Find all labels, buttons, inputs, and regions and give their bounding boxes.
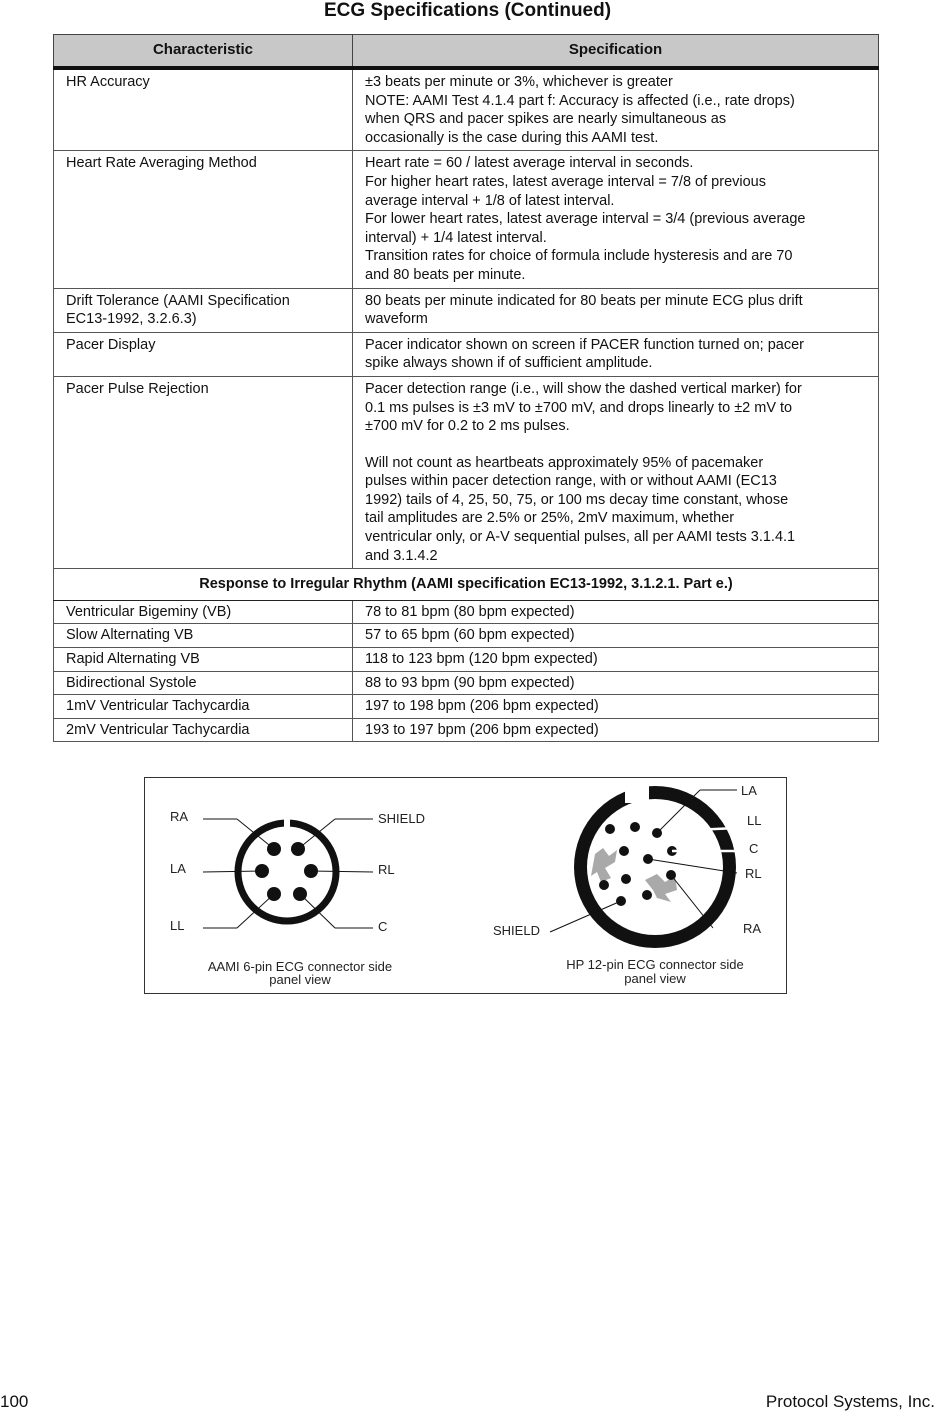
characteristic-cell bbox=[54, 68, 353, 151]
specification-text bbox=[365, 436, 866, 454]
specification-cell bbox=[353, 288, 879, 332]
specification-text: Pacer indicator shown on screen if PACER function turned on; pacer bbox=[365, 336, 804, 353]
rhythm-row bbox=[54, 624, 879, 648]
rhythm-spec: 118 to 123 bpm (120 bpm expected) bbox=[353, 648, 879, 672]
hp-caption-line2: panel view bbox=[624, 971, 686, 986]
specification-text: average interval + 1/8 of latest interval. bbox=[365, 192, 615, 209]
hp-label-c: C bbox=[749, 841, 759, 856]
hp-pin bbox=[605, 824, 615, 834]
section-title: Response to Irregular Rhythm (AAMI specification EC13-1992, 3.1.2.1. Part e.) bbox=[54, 569, 879, 601]
hp-label-ra: RA bbox=[743, 921, 762, 936]
table-header-row bbox=[54, 35, 879, 69]
characteristic-text: HR Accuracy bbox=[66, 74, 150, 90]
table-row bbox=[54, 151, 879, 288]
hp-connector-key bbox=[625, 785, 649, 803]
hp-caption-line1: HP 12-pin ECG connector side bbox=[566, 957, 744, 972]
aami-caption-line1: AAMI 6-pin ECG connector side bbox=[207, 959, 393, 974]
page-title: ECG Specifications (Continued) bbox=[323, 0, 612, 21]
characteristic-cell bbox=[54, 332, 353, 376]
column-header-characteristic: Characteristic bbox=[54, 35, 353, 69]
specification-cell bbox=[353, 151, 879, 288]
table-row bbox=[54, 288, 879, 332]
section-row bbox=[54, 569, 879, 601]
aami-label-la: LA bbox=[170, 861, 186, 876]
rhythm-spec: 78 to 81 bpm (80 bpm expected) bbox=[353, 600, 879, 624]
rhythm-row bbox=[54, 671, 879, 695]
rhythm-name: 2mV Ventricular Tachycardia bbox=[54, 718, 353, 742]
footer-company: Protocol Systems, Inc. bbox=[765, 1392, 935, 1411]
specification-text: Heart rate = 60 / latest average interval in seconds. bbox=[365, 155, 694, 172]
specification-text: interval) + 1/4 latest interval. bbox=[365, 229, 547, 246]
aami-connector-shell bbox=[238, 823, 336, 921]
specification-text: spike always shown if of sufficient amplitude. bbox=[365, 355, 653, 372]
specification-cell bbox=[353, 376, 879, 568]
rhythm-name: Ventricular Bigeminy (VB) bbox=[54, 600, 353, 624]
table-body bbox=[54, 68, 879, 742]
aami-label-rl: RL bbox=[378, 862, 395, 877]
specification-text: ventricular only, or A-V sequential pulses, all per AAMI tests 3.1.4.1 bbox=[365, 529, 796, 546]
specification-cell bbox=[353, 68, 879, 151]
hp-label-ll: LL bbox=[747, 813, 762, 828]
table-row bbox=[54, 332, 879, 376]
hp-pin bbox=[619, 846, 629, 856]
aami-leader-rl bbox=[311, 871, 373, 872]
specification-text: For lower heart rates, latest average interval = 3/4 (previous average bbox=[365, 211, 806, 228]
specification-text: when QRS and pacer spikes are nearly simultaneous as bbox=[365, 111, 727, 128]
specification-text: Pacer detection range (i.e., will show the dashed vertical marker) for bbox=[365, 380, 802, 397]
page-number: 100 bbox=[0, 1392, 29, 1411]
characteristic-text: EC13-1992, 3.2.6.3) bbox=[66, 311, 197, 328]
connector-diagrams bbox=[145, 778, 786, 993]
specification-cell bbox=[353, 332, 879, 376]
specification-text: occasionally is the case during this AAMI test. bbox=[365, 129, 659, 146]
hp-label-shield: SHIELD bbox=[493, 923, 540, 938]
specification-text: ±3 beats per minute or 3%, whichever is greater bbox=[365, 74, 673, 90]
rhythm-spec: 193 to 197 bpm (206 bpm expected) bbox=[353, 718, 879, 742]
table-row bbox=[54, 68, 879, 151]
characteristic-text: Pacer Display bbox=[66, 336, 156, 353]
specification-text: pulses within pacer detection range, with or without AAMI (EC13 bbox=[365, 473, 777, 490]
specification-text: waveform bbox=[365, 311, 428, 328]
specification-text: For higher heart rates, latest average interval = 7/8 of previous bbox=[365, 173, 766, 190]
column-header-specification: Specification bbox=[353, 35, 879, 69]
specification-text: 1992) tails of 4, 25, 50, 75, or 100 ms decay time constant, whose bbox=[365, 491, 789, 508]
aami-label-shield: SHIELD bbox=[378, 811, 425, 826]
rhythm-name: Bidirectional Systole bbox=[54, 671, 353, 695]
aami-caption-line2: panel view bbox=[269, 972, 331, 987]
hp-pin bbox=[599, 880, 609, 890]
table-row bbox=[54, 376, 879, 568]
ecg-spec-table bbox=[53, 34, 879, 742]
aami-connector bbox=[170, 809, 425, 987]
aami-label-c: C bbox=[378, 919, 388, 934]
hp-connector bbox=[493, 783, 762, 986]
hp-pin bbox=[621, 874, 631, 884]
rhythm-row bbox=[54, 695, 879, 719]
specification-text: 0.1 ms pulses is ±3 mV to ±700 mV, and drops linearly to ±2 mV to bbox=[365, 399, 793, 416]
hp-label-la: LA bbox=[741, 783, 757, 798]
characteristic-cell bbox=[54, 288, 353, 332]
characteristic-cell bbox=[54, 151, 353, 288]
hp-pin bbox=[630, 822, 640, 832]
rhythm-row bbox=[54, 648, 879, 672]
rhythm-spec: 57 to 65 bpm (60 bpm expected) bbox=[353, 624, 879, 648]
aami-label-ra: RA bbox=[170, 809, 189, 824]
rhythm-row bbox=[54, 600, 879, 624]
aami-leader-la bbox=[203, 871, 262, 872]
specification-text: NOTE: AAMI Test 4.1.4 part f: Accuracy is affected (i.e., rate drops) bbox=[365, 92, 795, 109]
characteristic-cell bbox=[54, 376, 353, 568]
specification-text: Will not count as heartbeats approximately 95% of pacemaker bbox=[365, 454, 764, 471]
characteristic-text: Pacer Pulse Rejection bbox=[66, 380, 209, 397]
hp-pin bbox=[642, 890, 652, 900]
aami-label-ll: LL bbox=[170, 918, 185, 933]
specification-text: 80 beats per minute indicated for 80 beats per minute ECG plus drift bbox=[365, 292, 803, 309]
rhythm-row bbox=[54, 718, 879, 742]
specification-text: Transition rates for choice of formula include hysteresis and are 70 bbox=[365, 248, 793, 265]
rhythm-name: Rapid Alternating VB bbox=[54, 648, 353, 672]
specification-text: ±700 mV for 0.2 to 2 ms pulses. bbox=[365, 418, 570, 435]
hp-label-rl: RL bbox=[745, 866, 762, 881]
specification-text: tail amplitudes are 2.5% or 25%, 2mV maximum, whether bbox=[365, 510, 735, 527]
characteristic-text: Drift Tolerance (AAMI Specification bbox=[66, 292, 290, 309]
specification-text: and 3.1.4.2 bbox=[365, 547, 438, 564]
aami-connector-key bbox=[284, 818, 290, 830]
connector-figure bbox=[144, 777, 787, 994]
rhythm-spec: 197 to 198 bpm (206 bpm expected) bbox=[353, 695, 879, 719]
characteristic-text: Heart Rate Averaging Method bbox=[66, 155, 257, 172]
rhythm-name: Slow Alternating VB bbox=[54, 624, 353, 648]
rhythm-spec: 88 to 93 bpm (90 bpm expected) bbox=[353, 671, 879, 695]
specification-text: and 80 beats per minute. bbox=[365, 266, 526, 283]
rhythm-name: 1mV Ventricular Tachycardia bbox=[54, 695, 353, 719]
